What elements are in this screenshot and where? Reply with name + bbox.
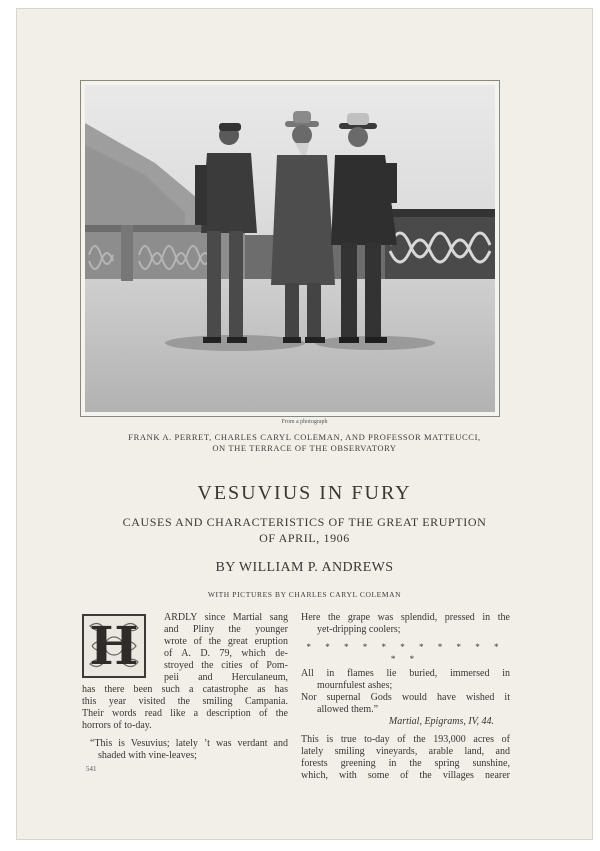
caption-line: FRANK A. PERRET, CHARLES CARYL COLEMAN, AND PROFESSOR MATTEUCCI, — [128, 432, 481, 442]
text-line: which, with some of the villages nearer — [301, 770, 510, 781]
verse-line: allowed them.” — [317, 704, 379, 715]
article-subtitle — [66, 514, 543, 546]
right-column — [301, 612, 510, 782]
page-number: 541 — [86, 765, 97, 773]
verse-line: yet-dripping coolers; — [317, 624, 401, 635]
left-column — [82, 612, 288, 762]
text-line: and Pliny the younger — [164, 624, 288, 635]
photograph-frame — [80, 80, 500, 417]
verse-line: Nor supernal Gods would have wished it — [301, 692, 510, 703]
text-line: ARDLY since Martial sang — [164, 612, 288, 623]
text-line: Their words read like a description of the — [82, 708, 288, 719]
photo-credit: From a photograph — [281, 419, 328, 425]
drop-cap-ornament — [82, 614, 146, 678]
text-line: this year visited the smiling Campania. — [82, 696, 288, 707]
subtitle-line: CAUSES AND CHARACTERISTICS OF THE GREAT ERUPTION — [122, 515, 487, 529]
magazine-page — [16, 8, 593, 840]
article-byline: BY WILLIAM P. ANDREWS — [215, 560, 394, 575]
subtitle-line: OF APRIL, 1906 — [259, 531, 350, 545]
verse-line: All in flames lie buried, immersed in — [301, 668, 510, 679]
verse-line: Here the grape was splendid, pressed in the — [301, 612, 510, 623]
quote-line: shaded with vine-leaves; — [98, 750, 197, 761]
verse-line: mournfulest ashes; — [317, 680, 393, 691]
text-line: This is true to-day of the 193,000 acres of — [301, 734, 510, 745]
text-line: forests greening in the spring sunshine, — [301, 758, 510, 769]
quote-line: “This is Vesuvius; lately ’t was verdant and — [90, 738, 288, 749]
pictures-credit: WITH PICTURES BY CHARLES CARYL COLEMAN — [207, 590, 402, 599]
text-line: lately smiling vineyards, arable land, and — [301, 746, 510, 757]
caption-line: ON THE TERRACE OF THE OBSERVATORY — [212, 443, 397, 453]
text-line: peii and Herculaneum, — [164, 672, 288, 683]
photograph-illustration — [85, 85, 495, 412]
article-title: VESUVIUS IN FURY — [197, 482, 412, 504]
text-line: of A. D. 79, which de- — [164, 648, 288, 659]
quote-attribution: Martial, Epigrams, IV, 44. — [388, 716, 494, 727]
text-line: stroyed the cities of Pom- — [164, 660, 288, 671]
text-line: wrote of the great eruption — [164, 636, 288, 647]
verse-separator: * * * * * * * * * * * * * — [306, 642, 505, 664]
text-line: horrors of to-day. — [82, 720, 152, 731]
drop-cap-letter: H — [89, 616, 139, 677]
text-line: has there been such a catastrophe as has — [82, 684, 288, 695]
photograph-three-men-on-terrace — [85, 85, 495, 412]
photo-caption — [56, 432, 553, 454]
